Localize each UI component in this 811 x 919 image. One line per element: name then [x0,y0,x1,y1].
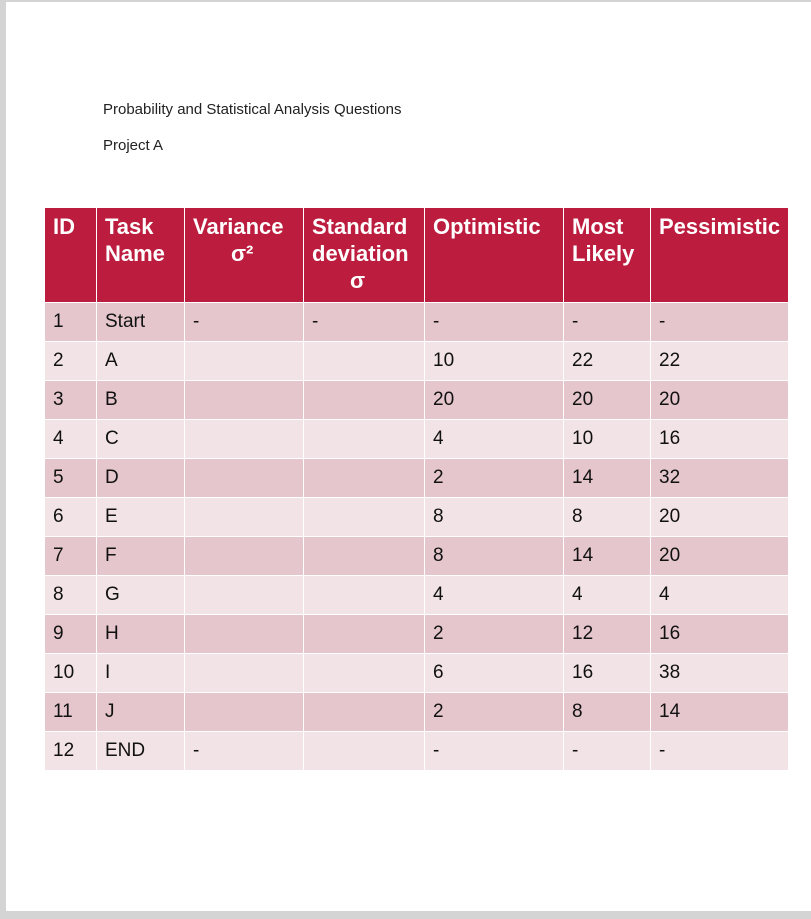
cell-pessimistic: 20 [651,381,789,420]
table-row [45,342,789,381]
header-task-name-line2: Name [105,241,165,266]
header-optimistic [425,208,564,303]
cell-most-likely: 8 [564,498,651,537]
header-optimistic-label: Optimistic [433,214,541,239]
header-id-label: ID [53,214,75,239]
cell-most-likely: 14 [564,459,651,498]
cell-pessimistic: 38 [651,654,789,693]
cell-optimistic: - [425,732,564,771]
cell-optimistic: 8 [425,537,564,576]
table-row [45,498,789,537]
cell-variance [185,615,304,654]
header-most-likely-line2: Likely [572,241,635,266]
cell-optimistic: 6 [425,654,564,693]
table-row [45,615,789,654]
cell-task-name: G [97,576,185,615]
cell-optimistic: 10 [425,342,564,381]
cell-id: 5 [45,459,97,498]
cell-std-dev [304,732,425,771]
header-most-likely [564,208,651,303]
cell-id: 4 [45,420,97,459]
cell-optimistic: 8 [425,498,564,537]
cell-std-dev [304,381,425,420]
cell-most-likely: - [564,732,651,771]
table-header-row [45,208,789,303]
cell-id: 6 [45,498,97,537]
cell-task-name: B [97,381,185,420]
table-row [45,654,789,693]
cell-most-likely: 22 [564,342,651,381]
cell-task-name: C [97,420,185,459]
cell-std-dev [304,576,425,615]
header-pessimistic-label: Pessimistic [659,214,781,239]
cell-task-name: F [97,537,185,576]
table-row [45,459,789,498]
cell-most-likely: 14 [564,537,651,576]
cell-task-name: E [97,498,185,537]
document-page [6,2,811,911]
cell-most-likely: 16 [564,654,651,693]
cell-pessimistic: 14 [651,693,789,732]
cell-task-name: A [97,342,185,381]
cell-std-dev [304,498,425,537]
cell-optimistic: 2 [425,693,564,732]
cell-optimistic: 20 [425,381,564,420]
cell-pessimistic: 16 [651,420,789,459]
header-std-dev [304,208,425,303]
cell-most-likely: 10 [564,420,651,459]
table-row [45,732,789,771]
cell-id: 3 [45,381,97,420]
task-table [44,207,789,771]
header-task-name [97,208,185,303]
cell-pessimistic: 20 [651,498,789,537]
cell-variance [185,420,304,459]
cell-id: 8 [45,576,97,615]
cell-std-dev [304,459,425,498]
header-std-dev-line2: deviation [312,241,409,266]
cell-pessimistic: 20 [651,537,789,576]
cell-std-dev [304,420,425,459]
table-row [45,537,789,576]
cell-variance [185,381,304,420]
table-body [45,303,789,771]
document-title: Probability and Statistical Analysis Questions [103,101,402,118]
cell-task-name: H [97,615,185,654]
cell-most-likely: 20 [564,381,651,420]
cell-most-likely: 8 [564,693,651,732]
table-row [45,420,789,459]
cell-pessimistic: 4 [651,576,789,615]
cell-optimistic: - [425,303,564,342]
table-row [45,693,789,732]
cell-std-dev [304,537,425,576]
cell-std-dev [304,693,425,732]
cell-most-likely: 4 [564,576,651,615]
cell-variance [185,459,304,498]
cell-task-name: Start [97,303,185,342]
cell-task-name: D [97,459,185,498]
cell-variance [185,576,304,615]
project-label: Project A [103,137,164,154]
cell-std-dev [304,342,425,381]
header-variance-label: Variance [193,214,284,239]
cell-id: 7 [45,537,97,576]
cell-variance [185,537,304,576]
cell-id: 10 [45,654,97,693]
cell-variance [185,498,304,537]
cell-std-dev: - [304,303,425,342]
table-row [45,576,789,615]
header-variance-symbol: σ² [231,241,254,266]
cell-variance: - [185,303,304,342]
cell-pessimistic: 16 [651,615,789,654]
table-row [45,303,789,342]
header-std-dev-line1: Standard [312,214,408,239]
cell-variance [185,342,304,381]
cell-most-likely: 12 [564,615,651,654]
cell-optimistic: 2 [425,615,564,654]
header-pessimistic [651,208,789,303]
cell-id: 1 [45,303,97,342]
cell-optimistic: 4 [425,420,564,459]
header-id [45,208,97,303]
cell-pessimistic: 22 [651,342,789,381]
cell-most-likely: - [564,303,651,342]
cell-task-name: J [97,693,185,732]
header-variance [185,208,304,303]
cell-id: 9 [45,615,97,654]
cell-id: 2 [45,342,97,381]
cell-optimistic: 4 [425,576,564,615]
cell-variance [185,654,304,693]
header-std-dev-symbol: σ [350,268,366,293]
cell-id: 12 [45,732,97,771]
cell-pessimistic: - [651,732,789,771]
cell-id: 11 [45,693,97,732]
cell-task-name: END [97,732,185,771]
cell-pessimistic: - [651,303,789,342]
header-task-name-line1: Task [105,214,154,239]
table-row [45,381,789,420]
cell-variance [185,693,304,732]
cell-pessimistic: 32 [651,459,789,498]
cell-variance: - [185,732,304,771]
cell-task-name: I [97,654,185,693]
header-most-likely-line1: Most [572,214,624,239]
cell-std-dev [304,654,425,693]
cell-std-dev [304,615,425,654]
cell-optimistic: 2 [425,459,564,498]
